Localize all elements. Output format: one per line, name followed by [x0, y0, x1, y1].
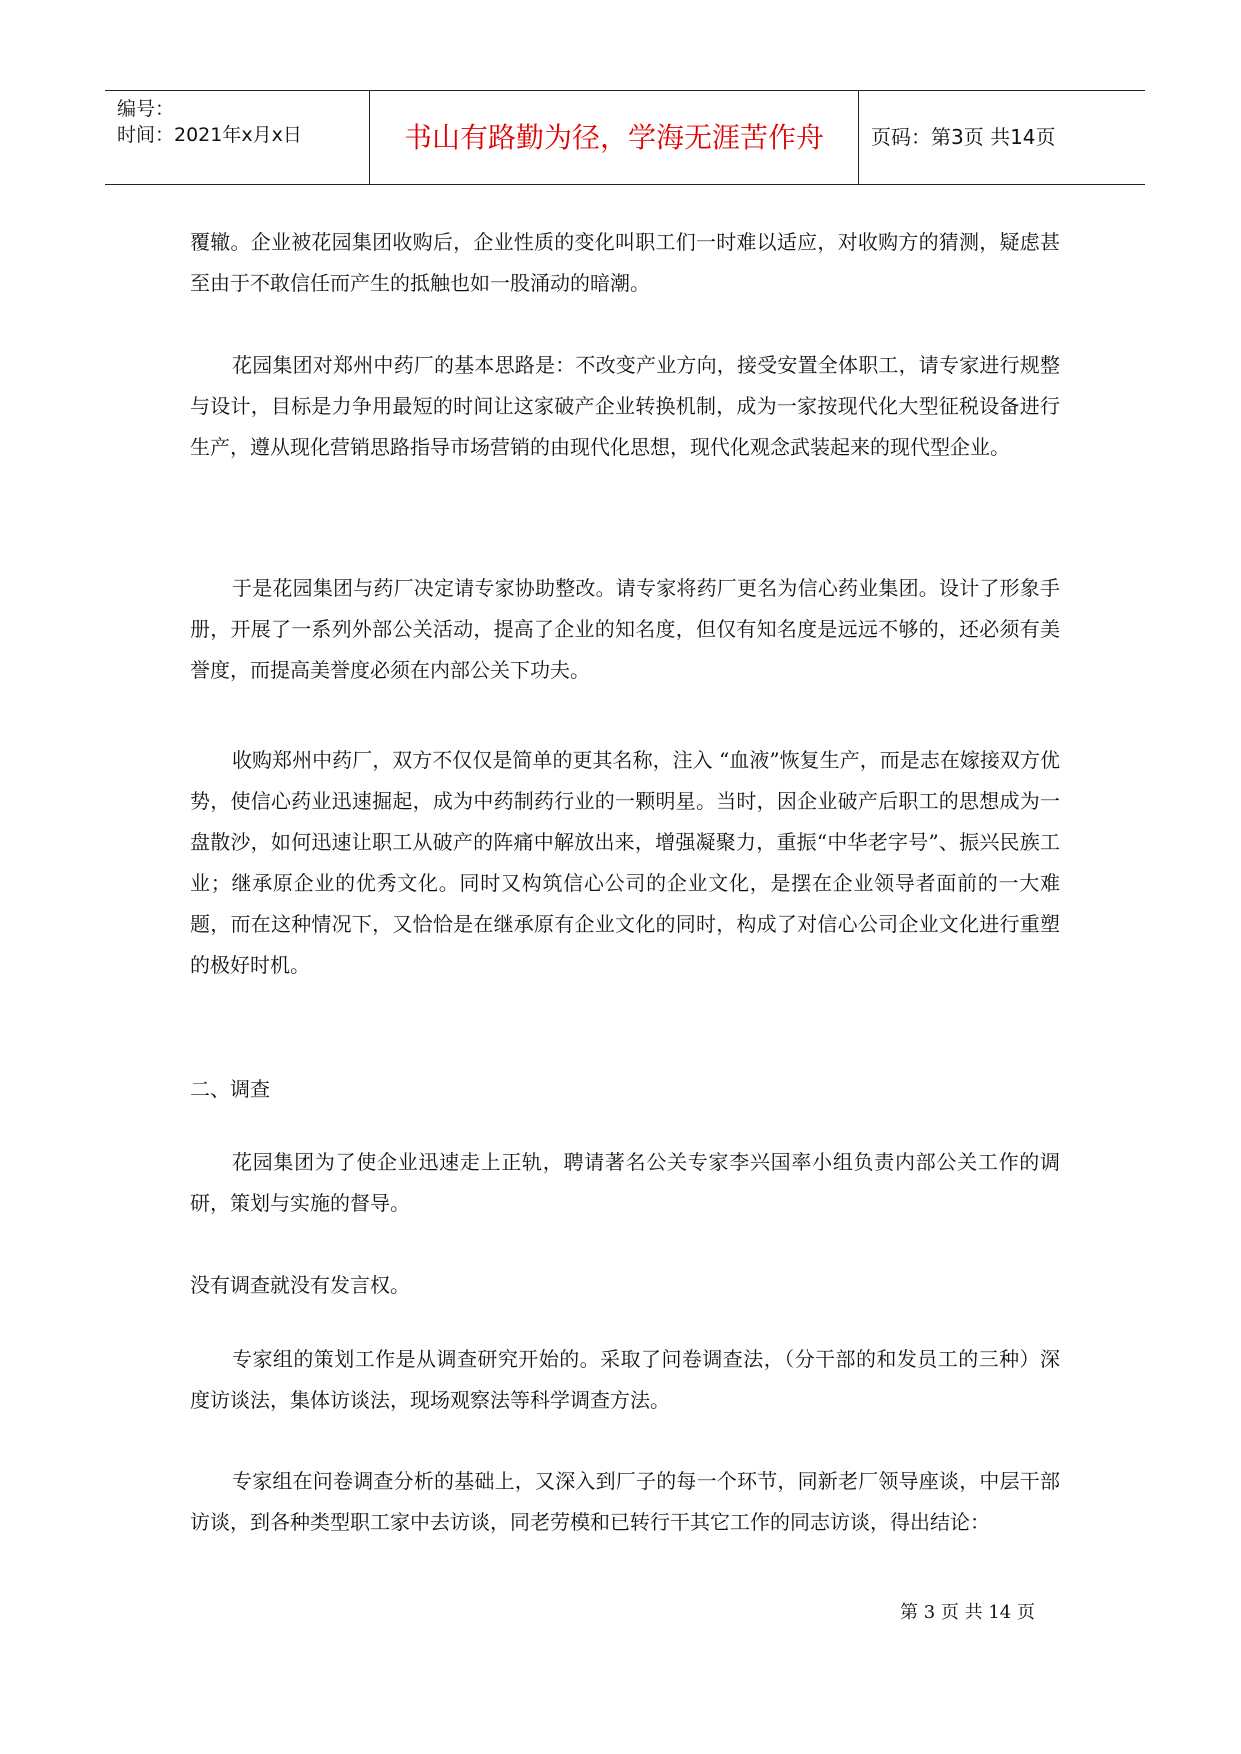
- paragraph-1: 覆辙。企业被花园集团收购后，企业性质的变化叫职工们一时难以适应，对收购方的猜测，疑虑甚至由于不敢信任而产生的抵触也如一股涌动的暗潮。: [190, 230, 1060, 295]
- header-divider-right: [858, 91, 859, 184]
- header-motto: 书山有路勤为径，学海无涯苦作舟: [403, 121, 824, 154]
- page-footer-number: 第 3 页 共 14 页: [900, 1602, 1035, 1623]
- paragraph-3: 于是花园集团与药厂决定请专家协助整改。请专家将药厂更名为信心药业集团。设计了形象手册，开展了一系列外部公关活动，提高了企业的知名度，但仅有知名度是远远不够的，还必须有美誉度，而提高美誉度必须在内部公关下功夫。: [190, 576, 1060, 682]
- document-number-label: 编号：: [117, 98, 175, 120]
- paragraph-7: 专家组的策划工作是从调查研究开始的。采取了问卷调查法，（分干部的和发员工的三种）深度访谈法，集体访谈法，现场观察法等科学调查方法。: [190, 1347, 1060, 1412]
- section-heading: 二、调查: [190, 1077, 270, 1101]
- header-page-info: 页码：第3页 共14页: [871, 125, 1056, 149]
- paragraph-4: 收购郑州中药厂，双方不仅仅是简单的更其名称，注入 “血液”恢复生产，而是志在嫁接双方优势，使信心药业迅速掘起，成为中药制药行业的一颗明星。当时，因企业破产后职工的思想成为一盘散沙，如何迅速让职工从破产的阵痛中解放出来，增强凝聚力，重振“中华老字号”、振兴民族工业；继承原企业的优秀文化。同时又构筑信心公司的企业文化，是摆在企业领导者面前的一大难题，而在这种情况下，又恰恰是在继承原有企业文化的同时，构成了对信心公司企业文化进行重塑的极好时机。: [190, 748, 1060, 977]
- paragraph-8: 专家组在问卷调查分析的基础上，又深入到厂子的每一个环节，同新老厂领导座谈，中层干部访谈，到各种类型职工家中去访谈，同老劳模和已转行干其它工作的同志访谈，得出结论：: [190, 1469, 1060, 1534]
- page-header: [105, 90, 1145, 185]
- paragraph-5: 花园集团为了使企业迅速走上正轨，聘请著名公关专家李兴国率小组负责内部公关工作的调研，策划与实施的督导。: [190, 1150, 1060, 1215]
- paragraph-6: 没有调查就没有发言权。: [190, 1273, 410, 1297]
- paragraph-2: 花园集团对郑州中药厂的基本思路是：不改变产业方向，接受安置全体职工，请专家进行规整与设计，目标是力争用最短的时间让这家破产企业转换机制，成为一家按现代化大型征税设备进行生产，遵从现化营销思路指导市场营销的由现代化思想，现代化观念武装起来的现代型企业。: [190, 353, 1060, 459]
- document-time-label: 时间：2021年x月x日: [117, 124, 302, 146]
- header-meta: [117, 91, 372, 184]
